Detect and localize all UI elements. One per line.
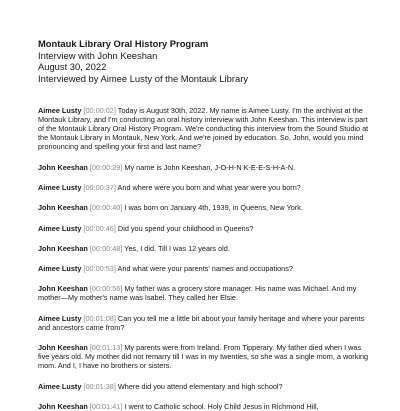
timestamp: [00:00:48] xyxy=(89,243,123,253)
transcript-entry xyxy=(38,382,370,391)
utterance-text: I was born on January 4th, 1939, in Queens, New York. xyxy=(124,203,303,213)
timestamp: [00:00:02] xyxy=(83,106,116,115)
utterance-text: My father was a grocery store manager. His name was Michael. And my mother—My mother's name was Isabel. They called her Elsie. xyxy=(38,284,357,303)
speaker-name: Aimee Lusty xyxy=(38,106,82,115)
timestamp: [00:00:53] xyxy=(83,264,116,274)
speaker-name: John Keeshan xyxy=(38,243,88,253)
speaker-name: John Keeshan xyxy=(38,284,88,294)
interview-date: August 30, 2022 xyxy=(38,61,107,72)
speaker-name: Aimee Lusty xyxy=(38,182,82,192)
timestamp: [00:01:13] xyxy=(89,343,123,353)
transcript-entry xyxy=(38,402,370,411)
timestamp: [00:00:46] xyxy=(83,223,116,233)
utterance-text: Yes, I did. Till I was 12 years old. xyxy=(124,243,230,253)
transcript-entry xyxy=(38,284,370,302)
interview-subject: Interview with John Keeshan xyxy=(38,49,158,61)
interviewer-credit: Interviewed by Aimee Lusty of the Montauk Library xyxy=(38,72,249,84)
speaker-name: John Keeshan xyxy=(38,343,88,353)
utterance-text: Can you tell me a little bit about your family heritage and where your parents and ancestors came from? xyxy=(38,313,365,332)
utterance-text: My name is John Keeshan, J-O-H-N K-E-E-S-H-A-N. xyxy=(124,162,296,172)
utterance-text: Where did you attend elementary and high school? xyxy=(117,381,283,391)
transcript-entry xyxy=(38,343,370,370)
speaker-name: John Keeshan xyxy=(38,203,88,213)
timestamp: [00:00:56] xyxy=(89,284,123,294)
transcript-entry xyxy=(38,106,370,151)
utterance-text: And what were your parents' names and occupations? xyxy=(117,264,293,274)
utterance-text: My parents were from Ireland. From Tipperary. My father died when I was five years old. My mother did not remarry till I was in my twenties, so she was a single mom, a working mom. And I, I have no brothers or sisters. xyxy=(38,343,369,371)
transcript-entry xyxy=(38,264,370,273)
transcript-entry xyxy=(38,314,370,332)
timestamp: [00:00:29] xyxy=(89,162,123,172)
timestamp: [00:00:37] xyxy=(83,182,116,192)
transcript xyxy=(38,106,370,411)
speaker-name: Aimee Lusty xyxy=(38,223,82,233)
transcript-entry xyxy=(38,163,370,172)
timestamp: [00:00:40] xyxy=(89,203,123,213)
timestamp: [00:01:08] xyxy=(83,313,116,323)
transcript-entry xyxy=(38,224,370,233)
speaker-name: John Keeshan xyxy=(38,401,88,411)
speaker-name: Aimee Lusty xyxy=(38,264,82,274)
utterance-text: Did you spend your childhood in Queens? xyxy=(117,223,254,233)
document-header xyxy=(38,38,370,84)
timestamp: [00:01:41] xyxy=(89,401,123,411)
speaker-name: John Keeshan xyxy=(38,162,88,172)
speaker-name: Aimee Lusty xyxy=(38,381,82,391)
utterance-text: And where were you born and what year were you born? xyxy=(117,182,301,192)
document-title: Montauk Library Oral History Program xyxy=(38,38,209,49)
timestamp: [00:01:38] xyxy=(83,381,116,391)
transcript-entry xyxy=(38,203,370,212)
utterance-text: I went to Catholic school. Holy Child Jesus in Richmond Hill, xyxy=(124,401,319,411)
speaker-name: Aimee Lusty xyxy=(38,313,82,323)
transcript-entry xyxy=(38,244,370,253)
utterance-text: Today is August 30th, 2022. My name is Aimee Lusty. I'm the archivist at the Montauk Library, and I'm conducting an oral history interview with John Keeshan. This interview is part of the Montauk Library Oral History Program. We're conducting this interview from the Sound Studio at the Montauk Library in Montauk, New York. And we're joined by education. So, John, would you mind pronouncing and spelling your first and last name? xyxy=(38,106,369,152)
transcript-entry xyxy=(38,183,370,192)
